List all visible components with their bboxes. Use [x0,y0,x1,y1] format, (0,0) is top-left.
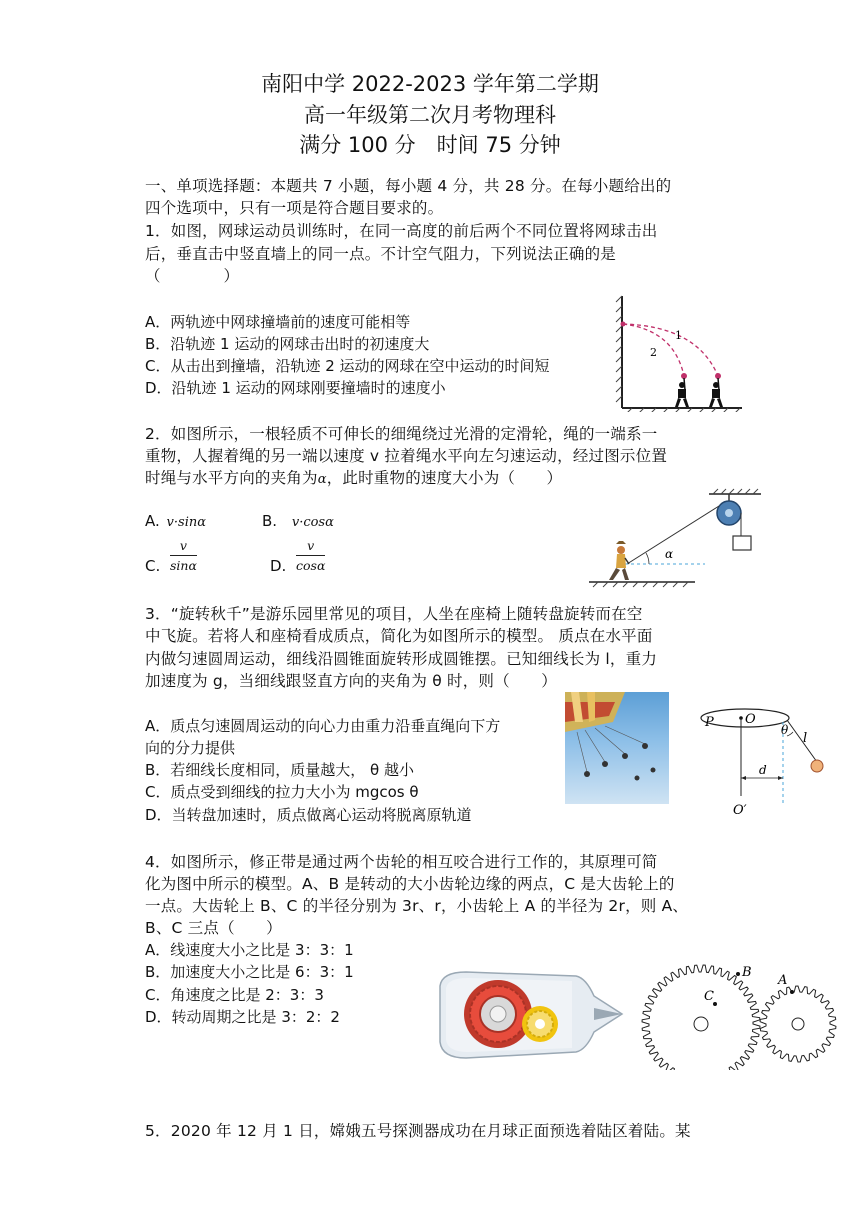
pendulum-bob [811,760,823,772]
q3-stem-line4: 加速度为 g，当细线跟竖直方向的夹角为 θ 时，则（ ） [145,672,557,690]
q1-answer-blank: （ ） [145,267,240,285]
trajectory-1 [623,324,718,376]
q3-option-b: B．若细线长度相同，质量越大， θ 越小 [145,761,415,779]
label-o: O [745,712,756,727]
q1-option-c: C．从击出到撞墙，沿轨迹 2 运动的网球在空中运动的时间短 [145,357,550,375]
exam-school-title: 南阳中学 2022-2023 学年第二学期 [261,72,599,96]
trajectory-label-1: 1 [675,329,682,342]
exam-score-time: 满分 100 分 时间 75 分钟 [299,133,561,157]
q5-stem-line1: 5．2020 年 12 月 1 日，嫦娥五号探测器成功在月球正面预选着陆区着陆。某 [145,1122,691,1140]
large-gear-icon [464,980,532,1048]
q2-option-c-fraction [170,538,197,573]
large-gear-axle [694,1017,708,1031]
label-a: A [778,973,788,988]
q3-stem-line3: 内做匀速圆周运动，细线沿圆锥面旋转形成圆锥摆。已知细线长为 l，重力 [145,650,658,668]
q2-stem-line2: 重物，人握着绳的另一端以速度 v 拉着绳水平向左匀速运动，经过图示位置 [145,447,668,465]
q2-option-d-denominator: cosα [296,558,326,573]
q2-stem-line1: 2．如图所示，一根轻质不可伸长的细绳绕过光滑的定滑轮，绳的一端系一 [145,425,658,443]
q2-option-d-numerator: v [296,538,325,556]
q1-option-a: A．两轨迹中网球撞墙前的速度可能相等 [145,313,411,331]
q1-option-d: D．沿轨迹 1 运动的网球刚要撞墙时的速度小 [145,379,446,397]
q3-stem-line2: 中飞旋。若将人和座椅看成质点，简化为如图所示的模型。 质点在水平面 [145,627,653,645]
player-icon [675,378,689,407]
label-d: d [759,763,767,777]
q1-stem-line1: 1．如图，网球运动员训练时，在同一高度的前后两个不同位置将网球击出 [145,222,658,240]
q4-stem-line2: 化为图中所示的模型。A、B 是转动的大小齿轮边缘的两点，C 是大齿轮上的 [145,875,675,893]
swing-ride-photo [565,692,669,804]
q1-tennis-figure [612,292,746,412]
exam-grade-title: 高一年级第二次月考物理科 [304,103,556,127]
q2-option-c-numerator: v [170,538,197,556]
q4-option-c: C．角速度之比是 2：3：3 [145,986,324,1004]
label-b: B [742,965,752,980]
label-theta: θ [781,723,789,737]
q3-stem-line1: 3．“旋转秋千”是游乐园里常见的项目，人坐在座椅上随转盘旋转而在空 [145,605,643,623]
q4-option-a: A．线速度大小之比是 3：3：1 [145,941,354,959]
label-l: l [803,731,808,746]
q4-stem-line1: 4．如图所示，修正带是通过两个齿轮的相互咬合进行工作的，其原理可简 [145,853,658,871]
label-p: P [705,715,714,730]
section-heading-line2: 四个选项中，只有一项是符合题目要求的。 [145,199,444,217]
q3-option-a-line1: A．质点匀速圆周运动的向心力由重力沿垂直绳向下方 [145,717,501,735]
q4-option-d: D．转动周期之比是 3：2：2 [145,1008,340,1026]
q2-option-a [145,512,206,530]
q3-option-a-line2: 向的分力提供 [145,739,236,757]
small-gear-axle [792,1018,804,1030]
q1-stem-line2: 后，垂直击中竖直墙上的同一点。不计空气阻力，下列说法正确的是 [145,245,617,263]
alpha-symbol: α [317,472,327,487]
q3-option-d: D．当转盘加速时，质点做离心运动将脱离原轨道 [145,806,472,824]
q2-stem-line3 [145,466,562,488]
q3-conical-pendulum-figure [695,704,835,820]
label-o-prime: O′ [733,803,747,818]
q2-option-d-label: D. [270,557,287,575]
q4-option-b: B．加速度大小之比是 6：3：1 [145,963,354,981]
q2-stem-line3-b: ，此时重物的速度大小为（ ） [326,469,563,487]
section-heading-line1: 一、单项选择题：本题共 7 小题，每小题 4 分，共 28 分。在每小题给出的 [145,177,672,195]
q2-option-c-label: C. [145,557,161,575]
correction-tape-photo [436,966,624,1062]
q4-stem-line3: 一点。大齿轮上 B、C 的半径分别为 3r、r，小齿轮上 A 的半径为 2r，则 A、 [145,897,689,915]
q2-pulley-figure [585,486,765,590]
q2-option-c-denominator: sinα [170,558,197,573]
q2-option-a-expr: v·sinα [166,515,207,530]
q1-option-b: B．沿轨迹 1 运动的网球击出时的初速度大 [145,335,430,353]
q2-option-a-label: A. [145,512,160,530]
angle-alpha-label: α [665,547,674,561]
trajectory-label-2: 2 [650,346,657,359]
point-b [736,972,740,976]
q2-stem-line3-a: 时绳与水平方向的夹角为 [145,469,318,487]
q3-option-c: C．质点受到细线的拉力大小为 mgcos θ [145,783,419,801]
q2-option-b-label: B. [262,512,278,530]
q2-option-b [262,512,334,530]
point-a [790,990,794,994]
q4-stem-line4: B、C 三点（ ） [145,919,282,937]
label-c: C [704,989,714,1004]
q4-gear-diagram [638,958,838,1070]
q2-option-b-expr: v·cosα [291,515,334,530]
small-gear-icon [522,1006,558,1042]
person-pulling-icon [609,541,629,580]
player-icon [709,378,723,407]
weight-block [733,536,751,550]
q2-option-d-fraction [296,538,325,573]
